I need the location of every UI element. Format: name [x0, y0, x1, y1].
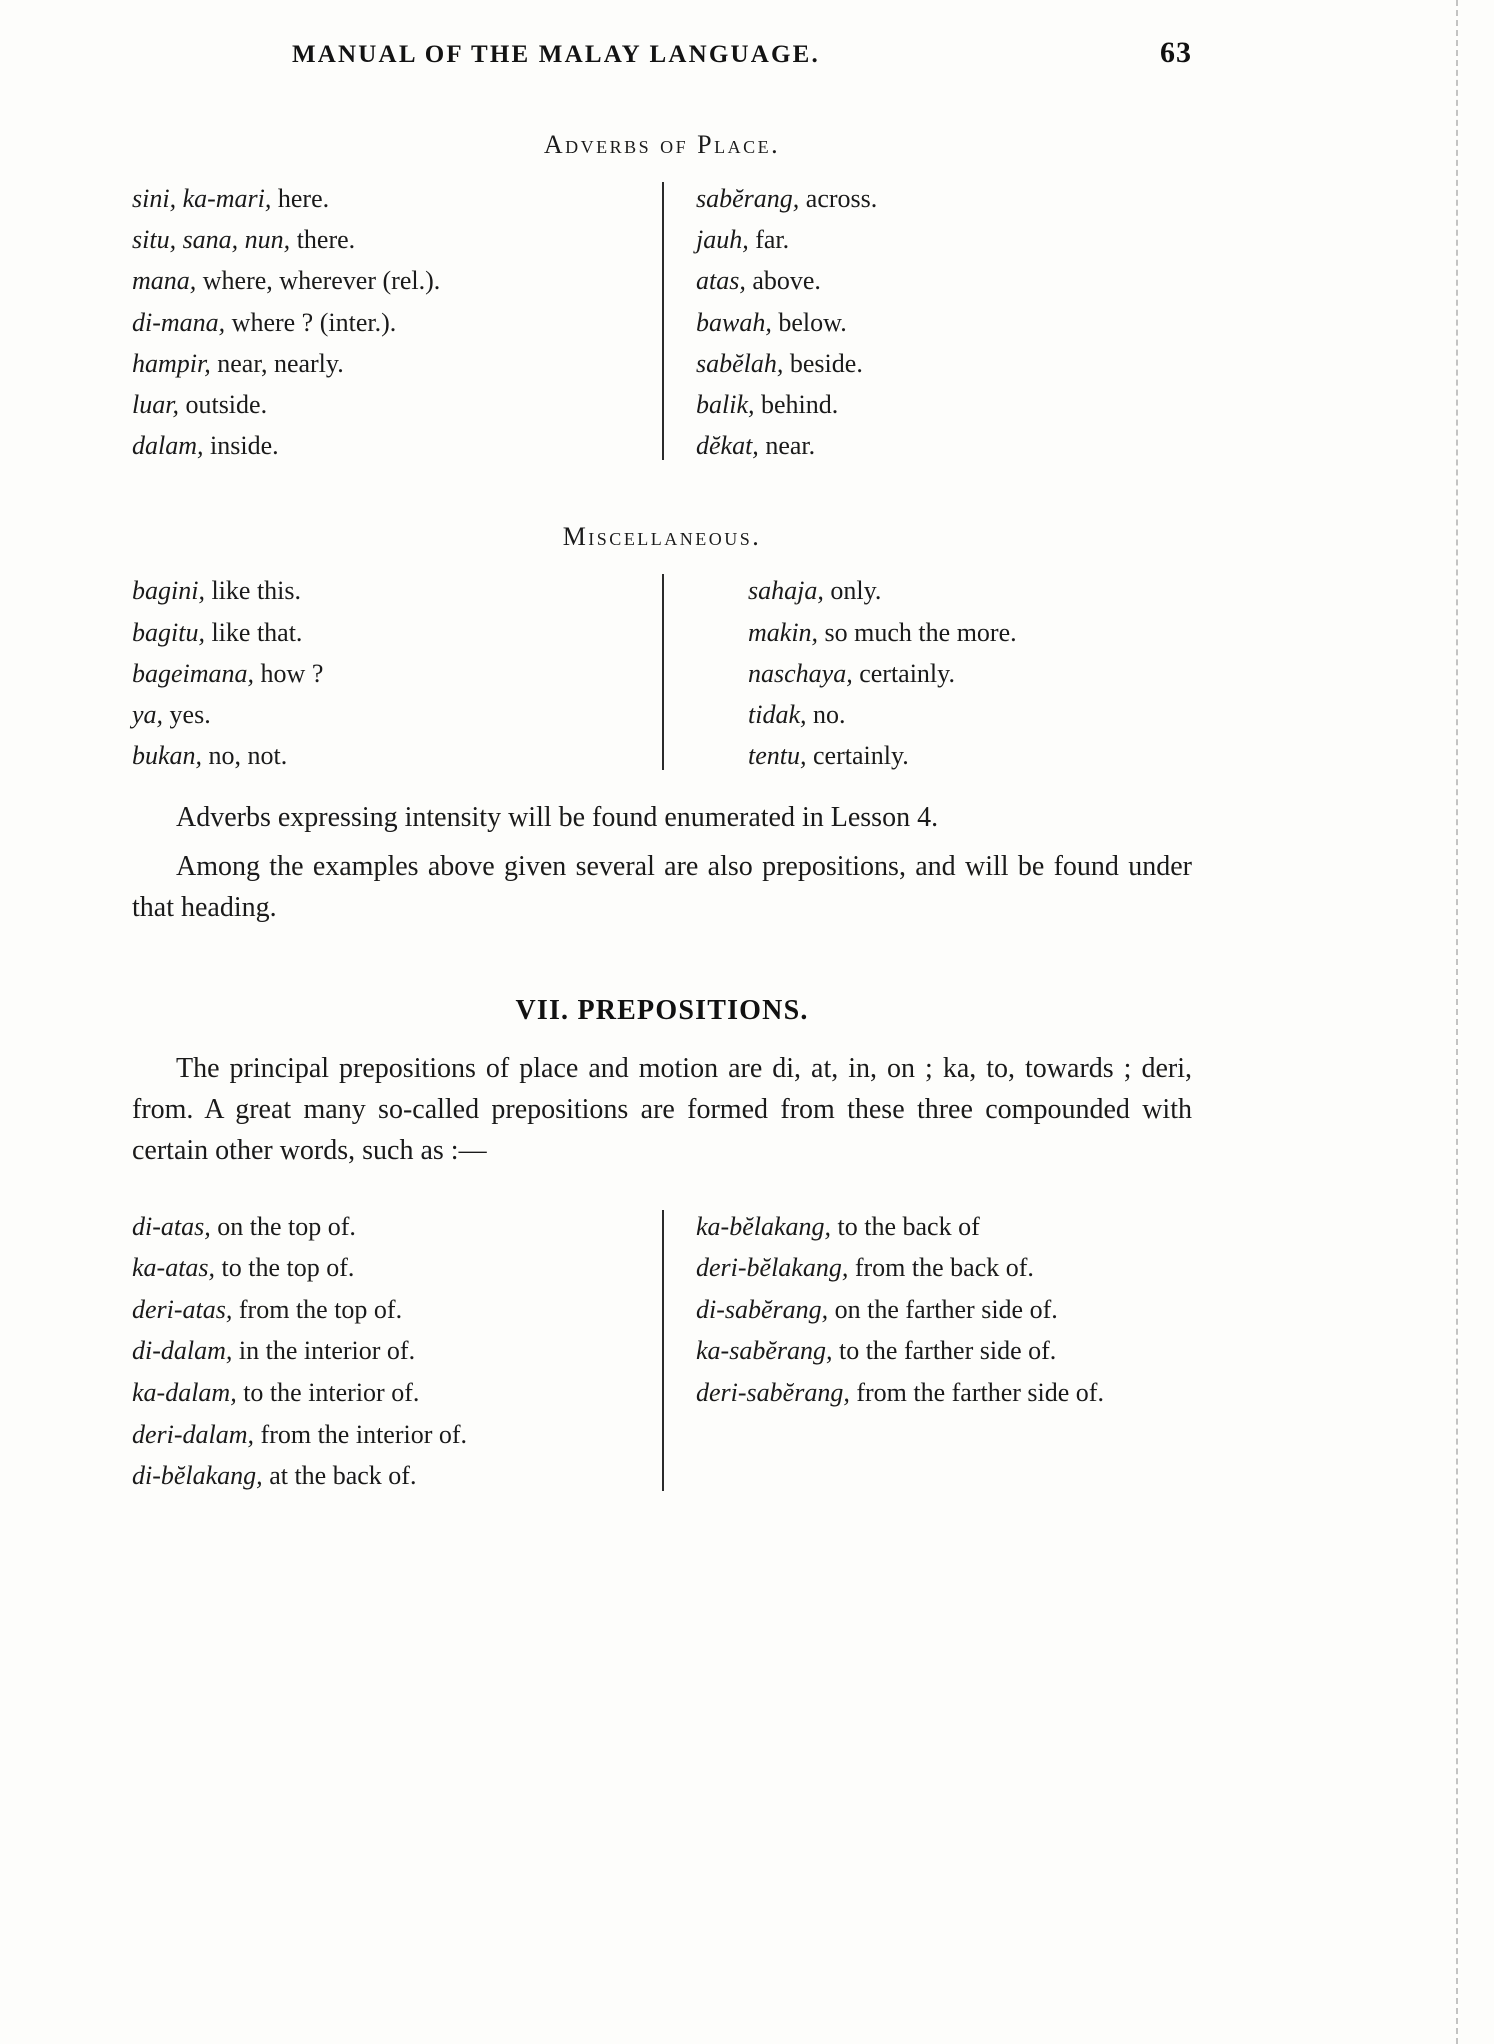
- term: bawah,: [696, 307, 772, 337]
- term: dalam,: [132, 431, 204, 461]
- list-item: [132, 653, 636, 694]
- list-item: [748, 694, 1192, 735]
- list-item: [132, 570, 636, 611]
- term: tentu,: [748, 741, 807, 771]
- gloss: to the farther side of.: [832, 1336, 1057, 1366]
- term: deri-dalam,: [132, 1419, 255, 1449]
- prepositions-right-column: [662, 1206, 1192, 1497]
- term: deri-bĕlakang,: [696, 1253, 849, 1283]
- page-content: [132, 0, 1192, 1497]
- gloss: no, not.: [202, 741, 288, 771]
- miscellaneous-right-column: [662, 570, 1192, 776]
- gloss: on the top of.: [210, 1211, 356, 1241]
- list-item: [132, 425, 636, 466]
- gloss: where ? (inter.).: [225, 307, 397, 337]
- list-item: [132, 1206, 636, 1248]
- term: luar,: [132, 390, 179, 420]
- term: di-bĕlakang,: [132, 1461, 263, 1491]
- term: naschaya,: [748, 658, 853, 688]
- gloss: only.: [823, 576, 882, 606]
- term: situ, sana, nun,: [132, 225, 291, 255]
- gloss: on the farther side of.: [828, 1294, 1058, 1324]
- term: di-dalam,: [132, 1336, 233, 1366]
- term: sabĕrang,: [696, 184, 800, 213]
- list-item: [696, 384, 1192, 425]
- list-item: [132, 260, 636, 301]
- list-item: [132, 612, 636, 653]
- term: bageimana,: [132, 658, 255, 688]
- term: ka-dalam,: [132, 1378, 237, 1408]
- gloss: far.: [748, 225, 790, 255]
- gloss: there.: [290, 225, 356, 255]
- list-item: [132, 1414, 636, 1456]
- list-item: [748, 735, 1192, 776]
- gloss: below.: [771, 307, 847, 337]
- gloss: certainly.: [806, 741, 909, 771]
- note-paragraph-2: Among the examples above given several are also prepositions, and will be found under that heading.: [132, 851, 1192, 924]
- running-head-title: MANUAL OF THE MALAY LANGUAGE.: [292, 41, 820, 68]
- term: bukan,: [132, 741, 203, 771]
- list-item: [696, 1372, 1192, 1414]
- list-item: [132, 1247, 636, 1289]
- list-item: [696, 1289, 1192, 1331]
- gloss: from the farther side of.: [849, 1378, 1104, 1408]
- term: di-sabĕrang,: [696, 1294, 829, 1324]
- gloss: near.: [758, 431, 816, 461]
- term: ya,: [132, 700, 164, 730]
- term: sini, ka-mari,: [132, 184, 272, 213]
- term: di-mana,: [132, 307, 226, 337]
- list-item: [132, 343, 636, 384]
- list-item: [748, 653, 1192, 694]
- term: di-atas,: [132, 1211, 211, 1241]
- page-number: 63: [1160, 36, 1192, 69]
- term: balik,: [696, 390, 755, 420]
- term: makin,: [748, 617, 819, 647]
- list-item: [132, 302, 636, 343]
- gloss: to the back of: [831, 1211, 980, 1241]
- gloss: above.: [745, 266, 821, 296]
- gloss: here.: [271, 184, 330, 213]
- list-item: [132, 219, 636, 260]
- gloss: yes.: [163, 700, 211, 730]
- miscellaneous-list: [132, 570, 1192, 776]
- gloss: beside.: [783, 348, 863, 378]
- running-head: [132, 36, 1192, 72]
- gloss: in the interior of.: [232, 1336, 416, 1366]
- gloss: how ?: [254, 658, 324, 688]
- prepositions-left-column: [132, 1206, 662, 1497]
- gloss: near, nearly.: [210, 348, 344, 378]
- gloss: to the interior of.: [236, 1378, 420, 1408]
- term: atas,: [696, 266, 746, 296]
- gloss: from the back of.: [848, 1253, 1034, 1283]
- list-item: [696, 1206, 1192, 1248]
- column-divider: [662, 182, 664, 460]
- adverbs-of-place-list: [132, 178, 1192, 466]
- heading-miscellaneous: Miscellaneous.: [562, 522, 762, 552]
- gloss: like that.: [204, 617, 303, 647]
- gloss: where, wherever (rel.).: [196, 266, 441, 296]
- term: ka-atas,: [132, 1253, 216, 1283]
- term: hampir,: [132, 348, 211, 378]
- list-item: [696, 178, 1192, 219]
- note-paragraph-1: Adverbs expressing intensity will be found enumerated in Lesson 4.: [176, 802, 939, 834]
- term: sabĕlah,: [696, 348, 784, 378]
- gloss: no.: [806, 700, 846, 730]
- list-item: [132, 694, 636, 735]
- gloss: from the interior of.: [254, 1419, 468, 1449]
- adverbs-left-column: [132, 178, 662, 466]
- list-item: [748, 570, 1192, 611]
- list-item: [748, 612, 1192, 653]
- gloss: so much the more.: [818, 617, 1017, 647]
- term: bagini,: [132, 576, 205, 606]
- heading-prepositions: VII. PREPOSITIONS.: [515, 995, 809, 1027]
- column-divider: [662, 1210, 664, 1491]
- page-edge-rule: [1456, 0, 1458, 2044]
- term: bagitu,: [132, 617, 205, 647]
- heading-adverbs-of-place: Adverbs of Place.: [543, 130, 781, 159]
- term: deri-sabĕrang,: [696, 1378, 850, 1408]
- list-item: [132, 1455, 636, 1497]
- list-item: [132, 1289, 636, 1331]
- list-item: [132, 735, 636, 776]
- list-item: [132, 384, 636, 425]
- gloss: from the top of.: [232, 1294, 403, 1324]
- list-item: [696, 343, 1192, 384]
- gloss: outside.: [178, 390, 268, 420]
- term: jauh,: [696, 225, 749, 255]
- list-item: [132, 178, 636, 219]
- adverbs-right-column: [662, 178, 1192, 466]
- list-item: [696, 1330, 1192, 1372]
- list-item: [696, 260, 1192, 301]
- gloss: across.: [799, 184, 878, 213]
- gloss: like this.: [204, 576, 302, 606]
- list-item: [696, 302, 1192, 343]
- gloss: inside.: [203, 431, 279, 461]
- list-item: [696, 219, 1192, 260]
- column-divider: [662, 574, 664, 770]
- prepositions-list: [132, 1206, 1192, 1497]
- term: tidak,: [748, 700, 807, 730]
- gloss: behind.: [754, 390, 839, 420]
- list-item: [132, 1330, 636, 1372]
- term: sahaja,: [748, 576, 824, 606]
- list-item: [132, 1372, 636, 1414]
- gloss: to the top of.: [215, 1253, 355, 1283]
- prepositions-intro: The principal prepositions of place and motion are di, at, in, on ; ka, to, towards ; deri, from. A great many so-called prepositions are formed from these three compounded with certain other words, such as :—: [132, 1053, 1192, 1166]
- term: dĕkat,: [696, 431, 759, 461]
- gloss: at the back of.: [262, 1461, 417, 1491]
- gloss: certainly.: [852, 658, 955, 688]
- miscellaneous-left-column: [132, 570, 662, 776]
- term: ka-sabĕrang,: [696, 1336, 833, 1366]
- term: ka-bĕlakang,: [696, 1211, 832, 1241]
- term: mana,: [132, 266, 197, 296]
- term: deri-atas,: [132, 1294, 233, 1324]
- list-item: [696, 425, 1192, 466]
- list-item: [696, 1247, 1192, 1289]
